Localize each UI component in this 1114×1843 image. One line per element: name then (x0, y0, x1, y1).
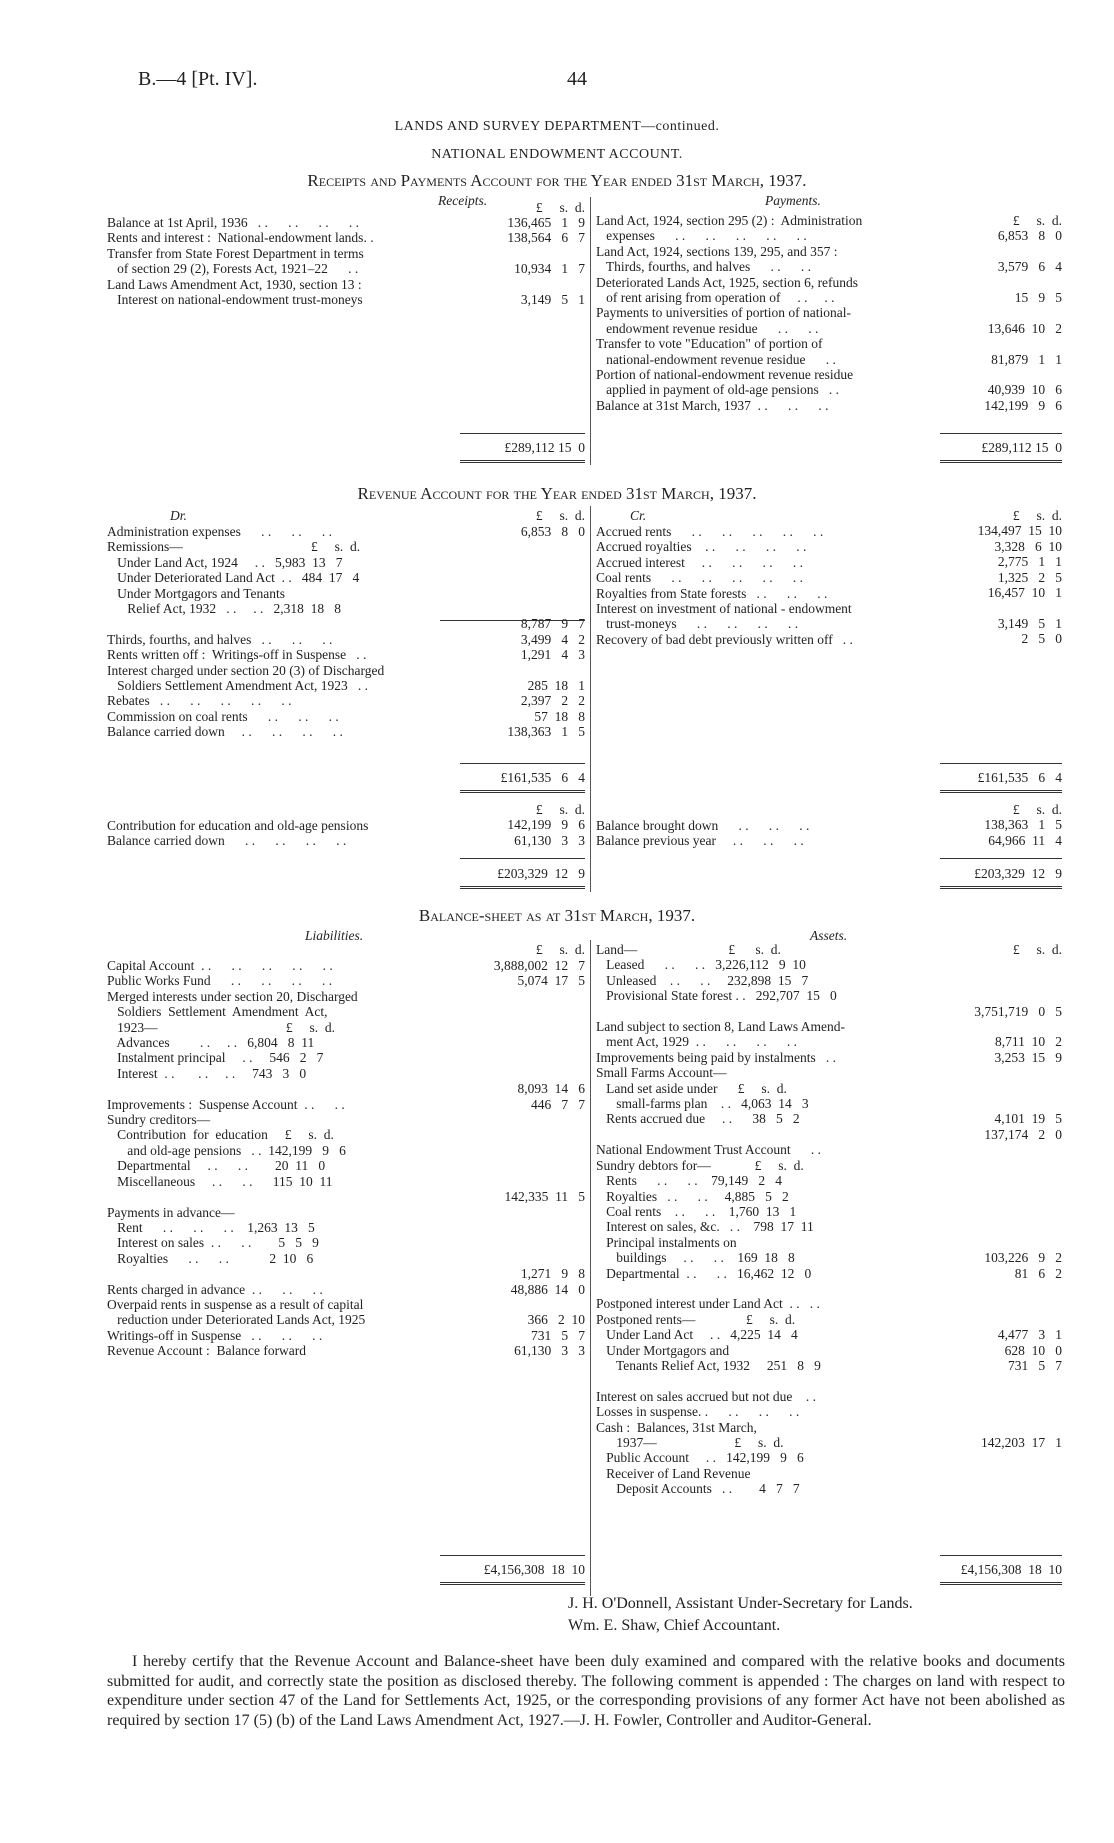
balance-sheet-divider (590, 940, 591, 1596)
revenue-second-credit-amounts: £ s. d. 138,363 1 5 64,966 11 4 (984, 802, 1062, 848)
payments-double-rule (940, 460, 1062, 463)
assets-total-rule (940, 1555, 1062, 1556)
revenue-second-credit-double-rule (940, 886, 1062, 889)
receipts-total: £289,112 15 0 (504, 440, 585, 455)
liabilities-lsd-header: £ s. d. (535, 942, 585, 957)
liabilities-items: Capital Account . . . . . . . . . . Public Works Fund . . . . . . . . Merged interests under section 20, Discharged Soldiers Settlement Amendment Act, 1923— £ s. d. Advances . . . . 6,804 8 11 Instalment principal . . 546 2 7 Interest . . . . . . 743 3 0 Improvements : Suspense Account . . . . Sundry creditors— Contribution for education £ s. d. and old-age pensions . . 142,199 9 6 Departmental . . . . 20 11 0 Miscellaneous . . . . 115 10 11 Payments in advance— Rent . . . . . . 1,263 13 5 Interest on sales . . . . 5 5 9 Royalties . . . . 2 10 6 Rents charged in advance . . . . . . Overpaid rents in suspense as a result of capital reduction under Deteriorated Lands Act, 1925 Writings-off in Suspense . . . . . . Revenue Account : Balance forward (107, 958, 366, 1359)
revenue-second-credit-total: £203,329 12 9 (974, 866, 1062, 881)
liabilities-amounts: 3,888,002 12 7 5,074 17 5 8,093 14 6 446 7 7 142,335 11 5 1,271 9 8 48,886 14 0 366 2 10 731 5 7 61,130 3 3 (493, 958, 585, 1359)
page-number: 44 (567, 68, 587, 90)
department-heading: LANDS AND SURVEY DEPARTMENT—continued. (394, 119, 720, 134)
revenue-dr-label: Dr. (170, 508, 187, 523)
revenue-credit-total: £161,535 6 4 (977, 770, 1062, 785)
signature-chief-accountant: Wm. E. Shaw, Chief Accountant. (568, 1617, 781, 1634)
payments-total-rule (940, 433, 1062, 434)
receipts-lsd-header: £ s. d. (535, 200, 585, 215)
revenue-debit-amounts: 6,853 8 0 8,787 9 7 3,499 4 2 1,291 4 3 285 18 1 2,397 2 2 57 18 8 138,363 1 5 (507, 524, 585, 740)
receipts-double-rule (460, 460, 585, 463)
revenue-credit-double-rule (940, 790, 1062, 793)
revenue-cr-label: Cr. (630, 508, 647, 523)
balance-sheet-title: Balance-sheet as at 31st March, 1937. (418, 906, 696, 925)
payments-total: £289,112 15 0 (981, 440, 1062, 455)
audit-certificate: I hereby certify that the Revenue Account and Balance-sheet have been duly examined and compared with the relative books and documents submitted for audit, and correctly state the position as disclosed thereby. The following comment is appended : The charges on land with respect to expenditure under section 47 of the Land for Settlements Act, 1925, or the corresponding provisions of any former Act have not been abolished as required by section 17 (5) (b) of the Land Laws Amendment Act, 1927.—J. H. Fowler, Controller and Auditor-General. (107, 1653, 1065, 1729)
receipts-items: Balance at 1st April, 1936 . . . . . . . . Rents and interest : National-endowment lands. . Transfer from State Forest Department in terms of section 29 (2), Forests Act, 1921–22 . . Land Laws Amendment Act, 1930, section 13 : Interest on national-endowment trust-moneys (107, 215, 374, 308)
revenue-credit-amounts: £ s. d. 134,497 15 10 3,328 6 10 2,775 1 1 1,325 2 5 16,457 10 1 3,149 5 1 2 5 0 (977, 508, 1062, 647)
receipts-col-header: Receipts. (438, 193, 488, 208)
revenue-lsd-header: £ s. d. (535, 508, 585, 523)
liabilities-col-header: Liabilities. (305, 928, 364, 943)
payments-items: Land Act, 1924, section 295 (2) : Administration expenses . . . . . . . . . . Land Act, 1924, sections 139, 295, and 357 : Thirds, fourths, and halves . . . . Deteriorated Lands Act, 1925, section 6, refunds of rent arising from operation of . . . . Payments to universities of portion of national- endowment revenue residue . . . . Transfer to vote "Education" of portion of national-endowment revenue residue . . Portion of national-endowment revenue residue applied in payment of old-age pensions . . Balance at 31st March, 1937 . . . . . . (596, 213, 863, 413)
assets-col-header: Assets. (810, 928, 848, 943)
revenue-debit-total: £161,535 6 4 (500, 770, 585, 785)
liabilities-total-rule (440, 1555, 585, 1556)
assets-total: £4,156,308 18 10 (960, 1562, 1062, 1577)
remissions-subtotal-rule (440, 620, 585, 621)
signature-under-secretary: J. H. O'Donnell, Assistant Under-Secretary for Lands. (568, 1595, 913, 1612)
revenue-debit-items: Administration expenses . . . . . . Remissions— £ s. d. Under Land Act, 1924 . . 5,983 13 7 Under Deteriorated Land Act . . 484 17 4 Under Mortgagors and Tenants Relief Act, 1932 . . . . 2,318 18 8 Thirds, fourths, and halves . . . . . . Rents written off : Writings-off in Suspense . . Interest charged under section 20 (3) of Discharged Soldiers Settlement Amendment Act, 1923 . . Rebates . . . . . . . . . . Commission on coal rents . . . . . . Balance carried down . . . . . . . . (107, 524, 385, 740)
assets-double-rule (940, 1582, 1062, 1585)
assets-amounts: £ s. d. 3,751,719 0 5 8,711 10 2 3,253 15 9 4,101 19 5 137,174 2 0 103,226 9 2 81 6 2 4,477 3 1 628 10 0 731 5 7 142,203 17 1 (974, 942, 1062, 1450)
receipts-total-rule (460, 433, 585, 434)
assets-items: Land— £ s. d. Leased . . . . 3,226,112 9 10 Unleased . . . . 232,898 15 7 Provisional State forest . . 292,707 15 0 Land subject to section 8, Land Laws Amend- ment Act, 1929 . . . . . . . . Improvements being paid by instalments . . Small Farms Account— Land set aside under £ s. d. small-farms plan . . 4,063 14 3 Rents accrued due . . 38 5 2 National Endowment Trust Account . . Sundry debtors for— £ s. d. Rents . . . . 79,149 2 4 Royalties . . . . 4,885 5 2 Coal rents . . . . 1,760 13 1 Interest on sales, &c. . . 798 17 11 Principal instalments on buildings . . . . 169 18 8 Departmental . . . . 16,462 12 0 Postponed interest under Land Act . . . . Postponed rents— £ s. d. Under Land Act . . 4,225 14 4 Under Mortgagors and Tenants Relief Act, 1932 251 8 9 Interest on sales accrued but not due . . Losses in suspense. . . . . . . . Cash : Balances, 31st March, 1937— £ s. d. Public Account . . 142,199 9 6 Receiver of Land Revenue Deposit Accounts . . 4 7 7 (596, 942, 845, 1497)
revenue-debit-total-rule (460, 763, 585, 764)
revenue-second-debit-total: £203,329 12 9 (497, 866, 585, 881)
revenue-credit-items: Accrued rents . . . . . . . . . . Accrued royalties . . . . . . . . Accrued interest . . . . . . . . Coal rents . . . . . . . . . . Royalties from State forests . . . . . . Interest on investment of national - endowment trust-moneys . . . . . . . . Recovery of bad debt previously written off . . (596, 524, 853, 647)
revenue-second-debit-rule (460, 858, 585, 859)
revenue-second-debit-amounts: £ s. d. 142,199 9 6 61,130 3 3 (507, 802, 585, 848)
revenue-second-credit-items: Balance brought down . . . . . . Balance previous year . . . . . . (596, 818, 810, 849)
receipts-amounts: 136,465 1 9 138,564 6 7 10,934 1 7 3,149 5 1 (507, 215, 585, 308)
revenue-debit-double-rule (460, 790, 585, 793)
revenue-second-credit-rule (940, 858, 1062, 859)
receipts-divider (590, 197, 591, 465)
revenue-account-title: Revenue Account for the Year ended 31st March, 1937. (357, 484, 757, 503)
liabilities-double-rule (440, 1582, 585, 1585)
revenue-second-debit-double-rule (460, 886, 585, 889)
liabilities-total: £4,156,308 18 10 (483, 1562, 585, 1577)
page-reference: B.—4 [Pt. IV]. (138, 68, 258, 90)
receipts-payments-title: Receipts and Payments Account for the Year ended 31st March, 1937. (307, 171, 807, 190)
account-heading: NATIONAL ENDOWMENT ACCOUNT. (431, 147, 683, 162)
revenue-credit-total-rule (940, 763, 1062, 764)
revenue-divider (590, 506, 591, 892)
payments-col-header: Payments. (765, 193, 821, 208)
revenue-second-debit-items: Contribution for education and old-age pensions Balance carried down . . . . . . . . (107, 818, 369, 849)
payments-amounts: £ s. d. 6,853 8 0 3,579 6 4 15 9 5 13,646 10 2 81,879 1 1 40,939 10 6 142,199 9 6 (984, 213, 1062, 413)
